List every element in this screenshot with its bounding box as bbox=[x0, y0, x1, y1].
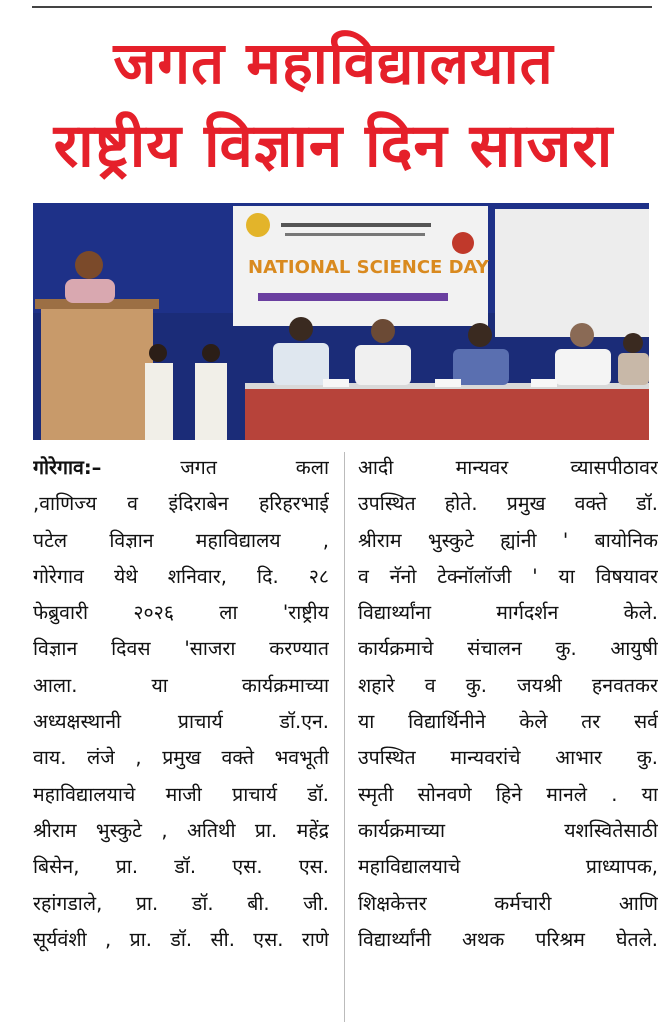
article-column-right bbox=[358, 450, 658, 958]
name-plate bbox=[531, 379, 557, 387]
banner-subtitle-strip bbox=[258, 293, 448, 301]
article-line: विद्यार्थ्यांनी अथक परिश्रम घेतले. bbox=[358, 927, 658, 951]
article-line bbox=[33, 450, 329, 486]
student-body bbox=[195, 363, 227, 440]
article-line: विद्यार्थ्यांना मार्गदर्शन केले. bbox=[358, 601, 658, 625]
article-line: अध्यक्षस्थानी प्राचार्य डॉ.एन. bbox=[33, 710, 329, 734]
article-line: कार्यक्रमाच्या यशस्वितेसाठी bbox=[358, 818, 658, 842]
article-line: वाय. लंजे , प्रमुख वक्ते भवभूती bbox=[33, 746, 329, 770]
event-photo-illustration bbox=[33, 203, 649, 440]
article-line: शहारे व कु. जयश्री हनवतकर bbox=[358, 673, 658, 697]
dateline: गोरेगाव:– bbox=[33, 456, 102, 479]
event-emblem bbox=[452, 232, 474, 254]
article-line: स्मृती सोनवणे हिने मानले . या bbox=[358, 782, 658, 806]
dignitary-body bbox=[555, 349, 611, 385]
article-line: शिक्षकेत्तर कर्मचारी आणि bbox=[358, 891, 658, 915]
name-plate bbox=[435, 379, 461, 387]
banner-text-line bbox=[281, 223, 431, 227]
article-line: सूर्यवंशी , प्रा. डॉ. सी. एस. राणे bbox=[33, 927, 329, 951]
dignitary-head bbox=[371, 319, 395, 343]
article-line: उपस्थित होते. प्रमुख वक्ते डॉ. bbox=[358, 492, 658, 516]
article-line: श्रीराम भुस्कुटे , अतिथी प्रा. महेंद्र bbox=[33, 818, 329, 842]
college-logo bbox=[246, 213, 270, 237]
student-head bbox=[149, 344, 167, 362]
speaker-head bbox=[75, 251, 103, 279]
article-line: बिसेन, प्रा. डॉ. एस. एस. bbox=[33, 855, 329, 879]
article-line: फेब्रुवारी २०२६ ला 'राष्ट्रीय bbox=[33, 601, 329, 625]
headline-line-2: राष्ट्रीय विज्ञान दिन साजरा bbox=[53, 111, 614, 181]
column-divider bbox=[344, 452, 345, 1022]
article-line: महाविद्यालयाचे प्राध्यापक, bbox=[358, 855, 658, 879]
article-line: रहांगडाले, प्रा. डॉ. बी. जी. bbox=[33, 891, 329, 915]
article-line: श्रीराम भुस्कुटे ह्यांनी ' बायोनिक bbox=[358, 528, 658, 552]
article-line: व नॅनो टेक्नॉलॉजी ' या विषयावर bbox=[358, 564, 658, 588]
projection-screen bbox=[495, 209, 649, 337]
student-head bbox=[202, 344, 220, 362]
name-plate bbox=[323, 379, 349, 387]
dais-table bbox=[245, 386, 649, 440]
article-line: या विद्यार्थिनीने केले तर सर्व bbox=[358, 710, 658, 734]
headline-line-1: जगत महाविद्यालयात bbox=[113, 29, 554, 97]
dignitary-head bbox=[570, 323, 594, 347]
article-line: ,वाणिज्य व इंदिराबेन हरिहरभाई bbox=[33, 492, 329, 516]
article-line: महाविद्यालयाचे माजी प्राचार्य डॉ. bbox=[33, 782, 329, 806]
student-body bbox=[145, 363, 173, 440]
dignitary-body bbox=[355, 345, 411, 385]
article-line: उपस्थित मान्यवरांचे आभार कु. bbox=[358, 746, 658, 770]
dignitary-body bbox=[453, 349, 509, 385]
article-line: आला. या कार्यक्रमाच्या bbox=[33, 673, 329, 697]
event-photo bbox=[33, 203, 649, 440]
article-line: कार्यक्रमाचे संचालन कु. आयुषी bbox=[358, 637, 658, 661]
article-line: आदी मान्यवर व्यासपीठावर bbox=[358, 456, 658, 479]
speaker-body bbox=[65, 279, 115, 303]
banner-title: NATIONAL SCIENCE DAY bbox=[248, 257, 489, 278]
article-text: जगत कला bbox=[180, 456, 329, 479]
dignitary-body bbox=[618, 353, 649, 385]
article-line: गोरेगाव येथे शनिवार, दि. २८ bbox=[33, 564, 329, 588]
article-line: विज्ञान दिवस 'साजरा करण्यात bbox=[33, 637, 329, 661]
podium bbox=[41, 301, 153, 440]
dignitary-body bbox=[273, 343, 329, 385]
top-rule bbox=[32, 6, 652, 8]
article-column-left bbox=[33, 450, 329, 958]
dignitary-head bbox=[623, 333, 643, 353]
dignitary-head bbox=[289, 317, 313, 341]
banner-text-line bbox=[285, 233, 425, 236]
article-line: पटेल विज्ञान महाविद्यालय , bbox=[33, 528, 329, 552]
dignitary-head bbox=[468, 323, 492, 347]
